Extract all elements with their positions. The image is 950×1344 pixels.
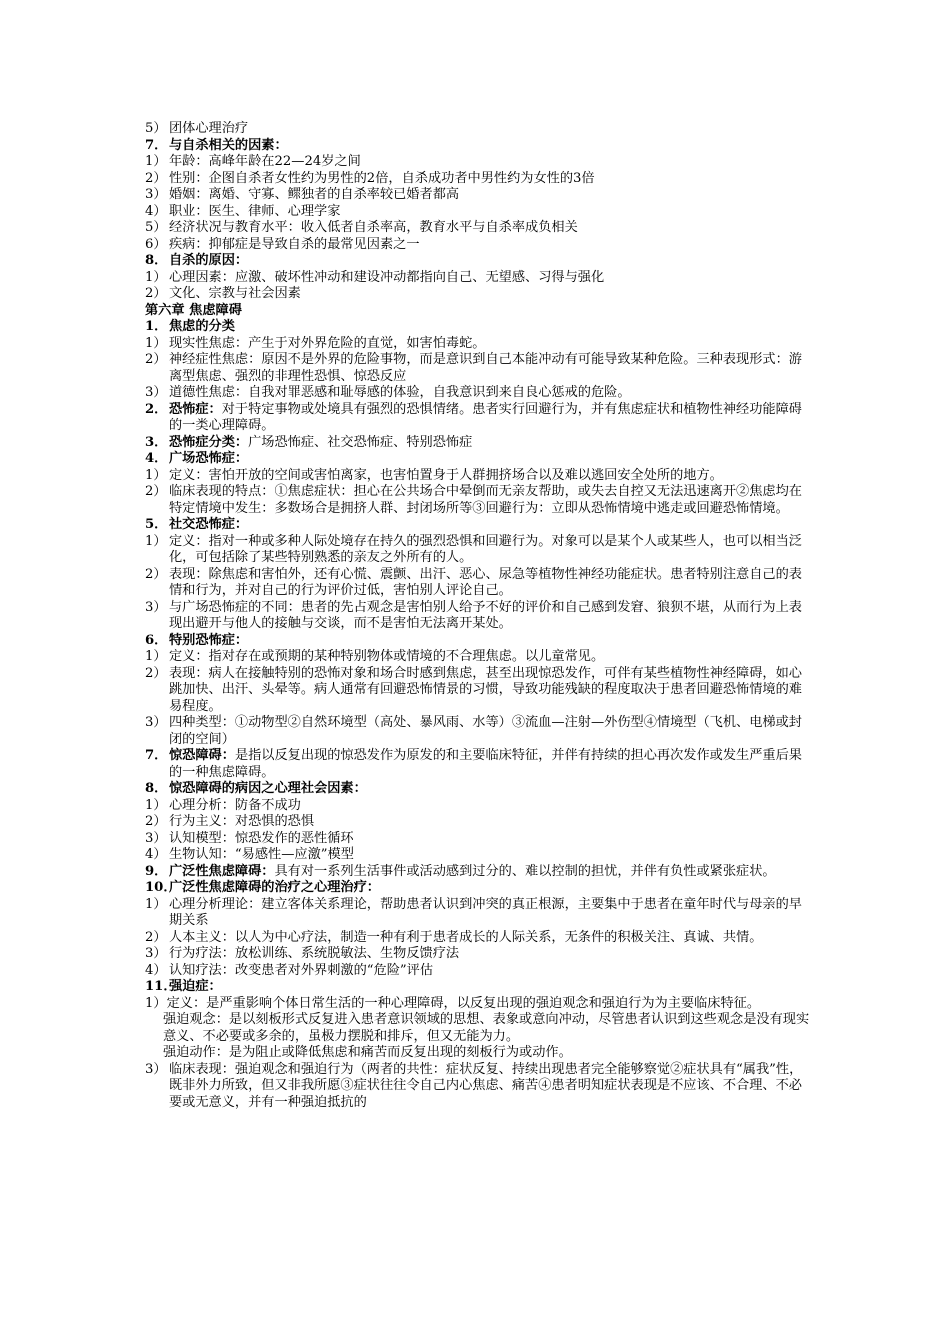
item-body: [169, 237, 810, 254]
section-heading-line: [145, 748, 810, 781]
item-number: 1）: [145, 467, 167, 483]
item-body: [169, 715, 810, 748]
item-number: 5）: [145, 220, 167, 235]
item-body: [169, 963, 810, 980]
list-item: [145, 649, 810, 666]
item-number: 3）: [145, 1061, 167, 1077]
list-item: [145, 352, 810, 385]
item-body: [169, 864, 810, 881]
list-item: [145, 847, 810, 864]
list-item: [145, 567, 810, 600]
item-number: 3）: [145, 599, 167, 615]
item-number: 1．: [145, 319, 168, 334]
item-body: [169, 352, 810, 385]
item-body: [169, 798, 810, 815]
heading-text: 广泛性焦虑障碍的治疗之心理治疗：: [169, 880, 380, 895]
item-body: [169, 831, 810, 848]
list-item: [145, 897, 810, 930]
item-body: [169, 946, 810, 963]
paragraph: [145, 996, 810, 1013]
item-number: 2）: [145, 814, 167, 829]
body-text: 神经症性焦虑：原因不是外界的危险事物，而是意识到自己本能冲动有可能导致某种危险。三种表现形式：游离型焦虑、强烈的非理性恐惧、惊恐反应: [169, 352, 802, 384]
body-text: 强迫观念：是以刻板形式反复进入患者意识领域的思想、表象或意向冲动，尽管患者认识到这些观念是没有现实意义、不必要或多余的，虽极力摆脱和排斥，但又无能为力。: [163, 1012, 810, 1044]
body-text: 具有对一系列生活事件或活动感到过分的、难以控制的担忧，并伴有负性或紧张症状。: [274, 863, 776, 879]
heading-text: 第六章 焦虑障碍: [145, 302, 242, 318]
item-body: [169, 121, 810, 138]
item-number: 2．: [145, 401, 168, 417]
item-body: [169, 154, 810, 171]
body-text: 定义：指对一种或多种人际处境存在持久的强烈恐惧和回避行为。对象可以是某个人或某些人，也可以相当泛化，可包括除了某些特别熟悉的亲友之外所有的人。: [169, 533, 802, 565]
item-body: [169, 484, 810, 517]
body-text: 职业：医生、律师、心理学家: [169, 203, 341, 219]
section-heading-line: [145, 253, 810, 270]
item-number: 1）: [145, 649, 167, 664]
heading-text: 惊恐障碍的病因之心理社会因素：: [169, 781, 367, 796]
list-item: [145, 237, 810, 254]
list-item: [145, 385, 810, 402]
item-number: 8．: [145, 781, 168, 796]
list-item: [145, 270, 810, 287]
body-text: 生物认知：“易感性—应激”模型: [169, 847, 354, 862]
section-heading-line: [145, 451, 810, 468]
item-body: [169, 748, 810, 781]
heading-text: 恐怖症分类：: [169, 434, 249, 450]
list-item: [145, 220, 810, 237]
item-number: 1）: [145, 797, 167, 813]
section-heading-line: [145, 979, 810, 996]
list-item: [145, 600, 810, 633]
list-item: [145, 154, 810, 171]
body-text: 定义：害怕开放的空间或害怕离家，也害怕置身于人群拥挤场合以及难以逃回安全处所的地方。: [169, 467, 723, 483]
item-number: 1）: [145, 269, 167, 285]
item-number: 2）: [145, 665, 167, 681]
heading-text: 惊恐障碍：: [169, 748, 235, 763]
item-body: [169, 253, 810, 270]
section-heading-line: [145, 781, 810, 798]
body-text: 行为疗法：放松训练、系统脱敏法、生物反馈疗法: [169, 946, 460, 961]
item-body: [169, 534, 810, 567]
body-text: 与广场恐怖症的不同：患者的先占观念是害怕别人给予不好的评价和自己感到发窘、狼狈不堪，从而行为上表现出避开与他人的接触与交谈，而不是害怕无法离开某处。: [169, 599, 802, 631]
item-body: [169, 633, 810, 650]
item-body: [169, 880, 810, 897]
item-number: 3）: [145, 830, 167, 846]
paragraph: [145, 1045, 810, 1062]
item-number: 4）: [145, 847, 167, 862]
item-number: 2）: [145, 484, 167, 499]
chapter-title: [145, 303, 810, 320]
item-body: [169, 435, 810, 452]
item-number: 3）: [145, 946, 167, 961]
item-body: [169, 319, 810, 336]
item-number: 2）: [145, 929, 167, 945]
body-text: 人本主义：以人为中心疗法，制造一种有利于患者成长的人际关系，无条件的积极关注、真诚、共情。: [169, 929, 763, 945]
list-item: [145, 204, 810, 221]
item-body: [169, 204, 810, 221]
list-item: [145, 468, 810, 485]
section-heading-line: [145, 402, 810, 435]
item-number: 5）: [145, 121, 167, 136]
item-number: 2）: [145, 286, 167, 301]
body-text: 疾病：抑郁症是导致自杀的最常见因素之一: [169, 236, 420, 252]
item-number: 10．: [145, 880, 177, 895]
body-text: 认知模型：惊恐发作的恶性循环: [169, 830, 354, 846]
body-text: 道德性焦虑：自我对罪恶感和耻辱感的体验，自我意识到来自良心惩戒的危险。: [169, 385, 631, 400]
body-text: 定义：指对存在或预期的某种特别物体或情境的不合理焦虑。以儿童常见。: [169, 649, 605, 664]
list-item: [145, 286, 810, 303]
item-body: [169, 402, 810, 435]
list-item: [145, 121, 810, 138]
body-text: 是指以反复出现的惊恐发作为原发的和主要临床特征，并伴有持续的担心再次发作或发生严重后果的一种焦虑障碍。: [169, 748, 802, 780]
item-body: [169, 897, 810, 930]
body-text: 临床表现的特点：①焦虑症状：担心在公共场合中晕倒而无亲友帮助，或失去自控又无法迅速离开②焦虑均在特定情境中发生：多数场合是拥挤人群、封闭场所等③回避行为：立即从恐怖情境中逃走或回避恐怖情境。: [169, 484, 802, 516]
item-body: [169, 385, 810, 402]
list-item: [145, 946, 810, 963]
body-text: 年龄：高峰年龄在22—24岁之间: [169, 154, 361, 169]
section-heading-line: [145, 319, 810, 336]
paragraph: [145, 1012, 810, 1045]
item-number: 6）: [145, 236, 167, 252]
list-item: [145, 534, 810, 567]
body-text: 四种类型：①动物型②自然环境型（高处、暴风雨、水等）③流血—注射—外伤型④情境型（飞机、电梯或封闭的空间）: [169, 715, 802, 747]
item-number: 3．: [145, 434, 168, 450]
document-page: [145, 121, 810, 1111]
item-number: 4）: [145, 962, 167, 978]
list-item: [145, 336, 810, 353]
item-body: [169, 270, 810, 287]
body-text: 现实性焦虑：产生于对外界危险的直觉，如害怕毒蛇。: [169, 335, 486, 351]
item-number: 2）: [145, 170, 167, 186]
body-text: 行为主义：对恐惧的恐惧: [169, 814, 315, 829]
heading-text: 广泛性焦虑障碍：: [169, 863, 275, 879]
heading-text: 自杀的原因：: [169, 253, 249, 268]
body-text: 1）定义：是严重影响个体日常生活的一种心理障碍，以反复出现的强迫观念和强迫行为为主要临床特征。: [145, 995, 761, 1011]
item-number: 11．: [145, 979, 177, 994]
list-item: [145, 963, 810, 980]
item-number: 7．: [145, 137, 168, 153]
item-number: 2）: [145, 352, 167, 367]
list-item: [145, 187, 810, 204]
body-text: 团体心理治疗: [169, 121, 249, 136]
body-text: 经济状况与教育水平：收入低者自杀率高，教育水平与自杀率成负相关: [169, 220, 578, 235]
item-body: [169, 138, 810, 155]
list-item: [145, 831, 810, 848]
heading-text: 焦虑的分类: [169, 319, 235, 334]
item-number: 4）: [145, 203, 167, 219]
body-text: 心理分析：防备不成功: [169, 797, 301, 813]
body-text: 文化、宗教与社会因素: [169, 286, 301, 301]
item-number: 7．: [145, 748, 168, 763]
heading-text: 社交恐怖症：: [169, 517, 249, 532]
item-body: [169, 979, 810, 996]
list-item: [145, 484, 810, 517]
body-text: 广场恐怖症、社交恐怖症、特别恐怖症: [248, 434, 473, 450]
item-body: [169, 781, 810, 798]
heading-text: 广场恐怖症：: [169, 451, 249, 466]
item-body: [169, 336, 810, 353]
body-text: 认知疗法：改变患者对外界刺激的“危险”评估: [169, 962, 434, 978]
item-body: [169, 220, 810, 237]
item-body: [169, 468, 810, 485]
item-body: [169, 666, 810, 716]
list-item: [145, 171, 810, 188]
list-item: [145, 715, 810, 748]
item-body: [169, 847, 810, 864]
section-heading-line: [145, 435, 810, 452]
heading-text: 强迫症：: [169, 979, 222, 994]
item-number: 3）: [145, 715, 167, 730]
item-number: 2）: [145, 566, 167, 582]
item-number: 1）: [145, 533, 167, 549]
body-text: 临床表现：强迫观念和强迫行为（两者的共性：症状反复、持续出现患者完全能够察觉②症状具有“属我”性，既非外力所致，但又非我所愿③症状往往令自己内心焦虑、痛苦④患者明知症状表现是不应该、不合理、不必要或无意义，并有一种强迫抵抗的: [169, 1061, 803, 1110]
item-number: 1）: [145, 896, 167, 912]
section-heading-line: [145, 138, 810, 155]
item-number: 8．: [145, 253, 168, 268]
section-heading-line: [145, 880, 810, 897]
body-text: 性别：企图自杀者女性约为男性的2倍，自杀成功者中男性约为女性的3倍: [169, 170, 595, 186]
body-text: 强迫动作：是为阻止或降低焦虑和痛苦而反复出现的刻板行为或动作。: [163, 1045, 572, 1060]
item-number: 6．: [145, 632, 168, 648]
item-number: 1）: [145, 335, 167, 351]
body-text: 心理分析理论：建立客体关系理论，帮助患者认识到冲突的真正根源，主要集中于患者在童年时代与母亲的早期关系: [169, 896, 802, 928]
body-text: 婚姻：离婚、守寡、鳏独者的自杀率较已婚者都高: [169, 187, 460, 202]
item-body: [169, 814, 810, 831]
item-body: [169, 517, 810, 534]
body-text: 对于特定事物或处境具有强烈的恐惧情绪。患者实行回避行为，并有焦虑症状和植物性神经功能障碍的一类心理障碍。: [169, 401, 802, 433]
body-text: 表现：除焦虑和害怕外，还有心慌、震颤、出汗、恶心、尿急等植物性神经功能症状。患者特别注意自己的表情和行为，并对自己的行为评价过低，害怕别人评论自己。: [169, 566, 802, 598]
item-number: 3）: [145, 187, 167, 202]
heading-text: 特别恐怖症：: [169, 632, 249, 648]
body-text: 心理因素：应激、破坏性冲动和建设冲动都指向自己、无望感、习得与强化: [169, 269, 605, 285]
list-item: [145, 666, 810, 716]
list-item: [145, 798, 810, 815]
item-body: [169, 1062, 810, 1112]
item-body: [169, 187, 810, 204]
item-body: [169, 649, 810, 666]
item-body: [169, 451, 810, 468]
item-number: 3）: [145, 385, 167, 400]
section-heading-line: [145, 864, 810, 881]
item-body: [169, 600, 810, 633]
item-body: [169, 286, 810, 303]
body-text: 表现：病人在接触特别的恐怖对象和场合时感到焦虑，甚至出现惊恐发作，可伴有某些植物性神经障碍，如心跳加快、出汗、头晕等。病人通常有回避恐怖情景的习惯，导致功能残缺的程度取决于患者回避恐怖情境的难易程度。: [169, 665, 802, 714]
item-number: 9．: [145, 863, 168, 879]
heading-text: 恐怖症：: [169, 401, 222, 417]
item-number: 5．: [145, 517, 168, 532]
list-item: [145, 1062, 810, 1112]
section-heading-line: [145, 517, 810, 534]
list-item: [145, 814, 810, 831]
item-number: 1）: [145, 154, 167, 169]
item-body: [169, 567, 810, 600]
heading-text: 与自杀相关的因素：: [169, 137, 288, 153]
list-item: [145, 930, 810, 947]
item-body: [169, 930, 810, 947]
item-body: [169, 171, 810, 188]
section-heading-line: [145, 633, 810, 650]
item-number: 4．: [145, 451, 168, 466]
